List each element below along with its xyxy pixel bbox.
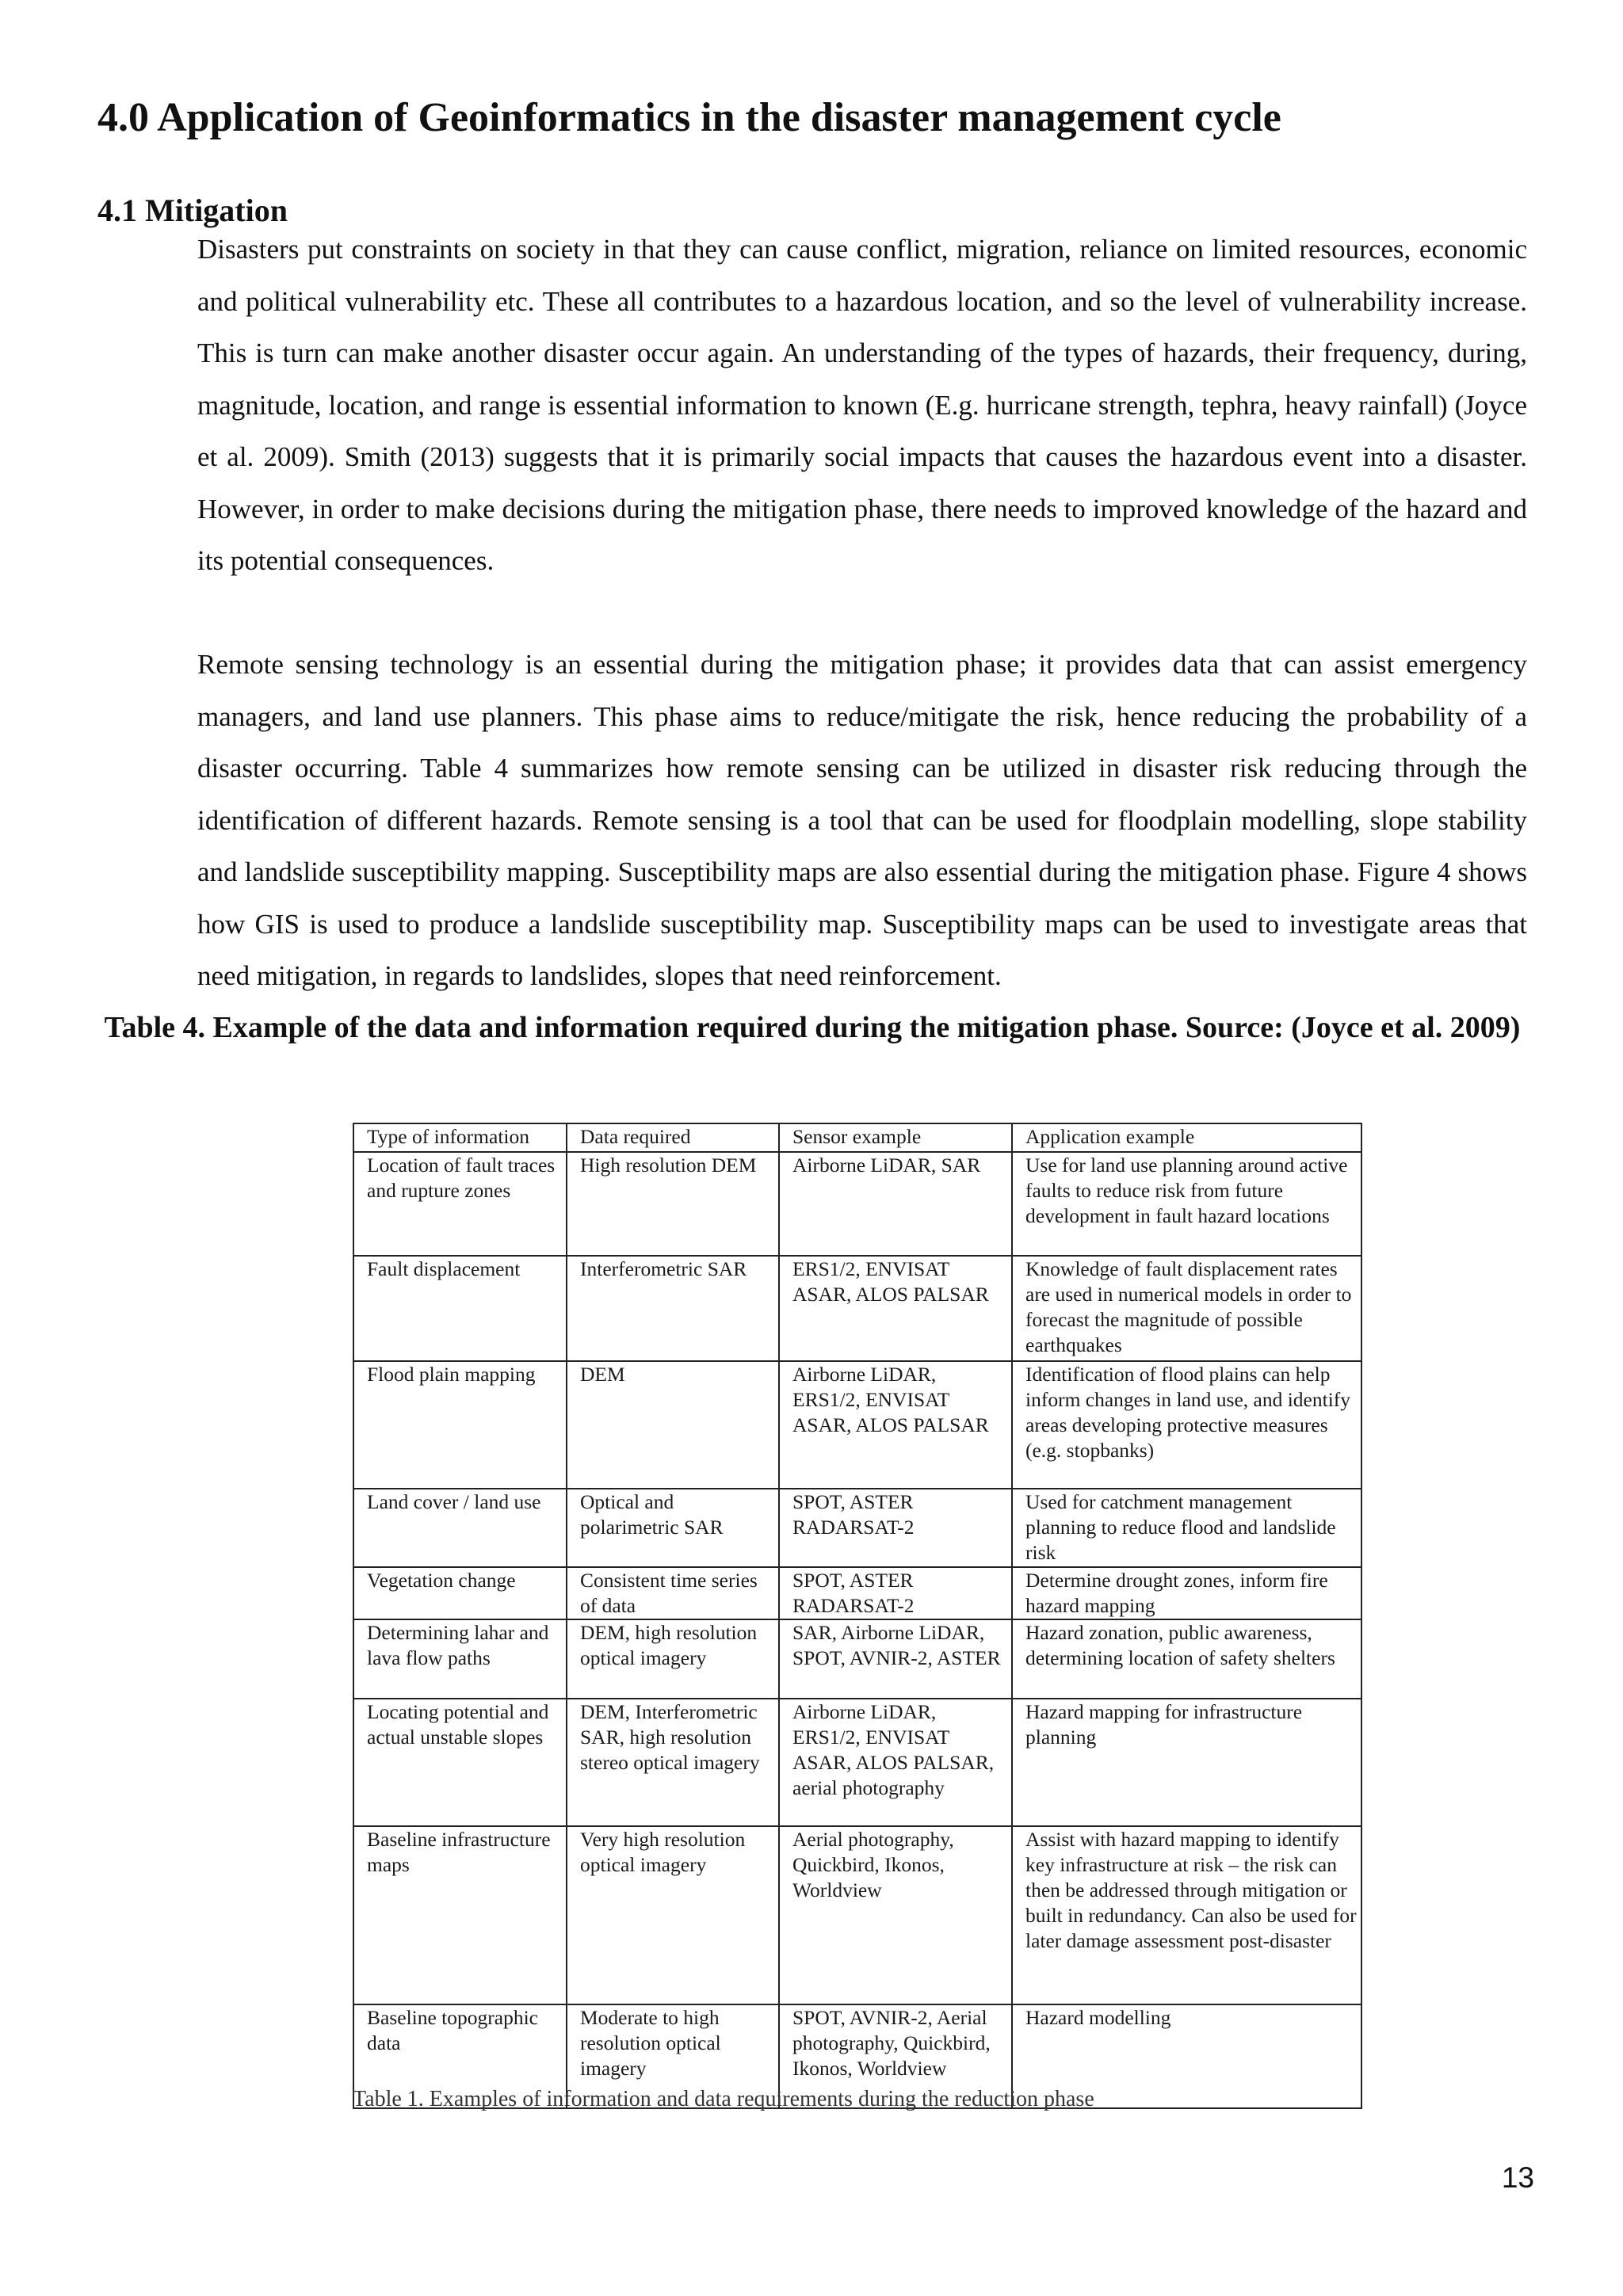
table-cell: Baseline topographic data xyxy=(353,2004,567,2108)
table-row xyxy=(353,1826,1361,2004)
table-cell: Hazard modelling xyxy=(1012,2004,1361,2108)
table-cell: Vegetation change xyxy=(353,1567,567,1619)
table-cell: Determining lahar and lava flow paths xyxy=(353,1619,567,1699)
table-cell: Moderate to high resolution optical imagery xyxy=(567,2004,779,2108)
table-cell: Assist with hazard mapping to identify key infrastructure at risk – the risk can then be addressed through mitigation or built in redundancy. Can also be used for later damage assessment post-disaster xyxy=(1012,1826,1361,2004)
table-cell: Land cover / land use xyxy=(353,1489,567,1567)
table-cell: Optical and polarimetric SAR xyxy=(567,1489,779,1567)
table-row xyxy=(353,1152,1361,1256)
table-row xyxy=(353,1256,1361,1361)
table-cell: Very high resolution optical imagery xyxy=(567,1826,779,2004)
table-row xyxy=(353,1699,1361,1826)
table-cell: Used for catchment management planning to reduce flood and landslide risk xyxy=(1012,1489,1361,1567)
table-cell: Hazard mapping for infrastructure planning xyxy=(1012,1699,1361,1826)
cropped-table-caption-text: Table 1. Examples of information and data requirements during the reduction phase xyxy=(353,2087,1094,2111)
table-cell: DEM xyxy=(567,1361,779,1489)
table-cell: SAR, Airborne LiDAR, SPOT, AVNIR-2, ASTER xyxy=(779,1619,1012,1699)
cropped-table-caption xyxy=(353,2087,1361,2114)
table-cell: SPOT, ASTER RADARSAT-2 xyxy=(779,1489,1012,1567)
mitigation-paragraph-1: Disasters put constraints on society in that they can cause conflict, migration, reliance on limited resources, economic and political vulnerability etc. These all contributes to a hazardous location, and so the level of vulnerability increase. This is turn can make another disaster occur again. An understanding of the types of hazards, their frequency, during, magnitude, location, and range is essential information to known (E.g. hurricane strength, tephra, heavy rainfall) (Joyce et al. 2009). Smith (2013) suggests that it is primarily social impacts that causes the hazardous event into a disaster. However, in order to make decisions during the mitigation phase, there needs to improved knowledge of the hazard and its potential consequences. xyxy=(197,234,1527,576)
table-cell: Determine drought zones, inform fire hazard mapping xyxy=(1012,1567,1361,1619)
subsection-heading: 4.1 Mitigation xyxy=(97,193,288,228)
table-cell: Airborne LiDAR, SAR xyxy=(779,1152,1012,1256)
table-cell: Locating potential and actual unstable slopes xyxy=(353,1699,567,1826)
table-cell: Hazard zonation, public awareness, determining location of safety shelters xyxy=(1012,1619,1361,1699)
table-cell: Baseline infrastructure maps xyxy=(353,1826,567,2004)
table-cell: High resolution DEM xyxy=(567,1152,779,1256)
table-cell: Identification of flood plains can help inform changes in land use, and identify areas developing protective measures (e.g. stopbanks) xyxy=(1012,1361,1361,1489)
mitigation-paragraph-2: Remote sensing technology is an essential during the mitigation phase; it provides data that can assist emergency managers, and land use planners. This phase aims to reduce/mitigate the risk, hence reducing the probability of a disaster occurring. Table 4 summarizes how remote sensing can be utilized in disaster risk reducing through the identification of different hazards. Remote sensing is a tool that can be used for floodplain modelling, slope stability and landslide susceptibility mapping. Susceptibility maps are also essential during the mitigation phase. Figure 4 shows how GIS is used to produce a landslide susceptibility map. Susceptibility maps can be used to investigate areas that need mitigation, in regards to landslides, slopes that need reinforcement. xyxy=(197,649,1527,991)
header-application-example: Application example xyxy=(1012,1123,1361,1152)
table-cell: ERS1/2, ENVISAT ASAR, ALOS PALSAR xyxy=(779,1256,1012,1361)
table-cell: Use for land use planning around active faults to reduce risk from future development in fault hazard locations xyxy=(1012,1152,1361,1256)
table-header-row xyxy=(353,1123,1361,1152)
table-cell: Fault displacement xyxy=(353,1256,567,1361)
table-cell: Flood plain mapping xyxy=(353,1361,567,1489)
header-data-required: Data required xyxy=(567,1123,779,1152)
section-heading: 4.0 Application of Geoinformatics in the disaster management cycle xyxy=(97,95,1281,140)
table-cell: Location of fault traces and rupture zones xyxy=(353,1152,567,1256)
table-row xyxy=(353,1489,1361,1567)
table-cell: SPOT, AVNIR-2, Aerial photography, Quickbird, Ikonos, Worldview xyxy=(779,2004,1012,2108)
table-cell: Consistent time series of data xyxy=(567,1567,779,1619)
table-cell: Aerial photography, Quickbird, Ikonos, Worldview xyxy=(779,1826,1012,2004)
header-sensor-example: Sensor example xyxy=(779,1123,1012,1152)
table-cell: DEM, Interferometric SAR, high resolution stereo optical imagery xyxy=(567,1699,779,1826)
table-row xyxy=(353,1567,1361,1619)
mitigation-data-table xyxy=(353,1123,1362,2109)
table-cell: DEM, high resolution optical imagery xyxy=(567,1619,779,1699)
page-number: 13 xyxy=(1501,2161,1534,2194)
table-cell: Airborne LiDAR, ERS1/2, ENVISAT ASAR, ALOS PALSAR xyxy=(779,1361,1012,1489)
table-cell: SPOT, ASTER RADARSAT-2 xyxy=(779,1567,1012,1619)
table-cell: Interferometric SAR xyxy=(567,1256,779,1361)
table-cell: Knowledge of fault displacement rates are used in numerical models in order to forecast the magnitude of possible earthquakes xyxy=(1012,1256,1361,1361)
table-row xyxy=(353,1361,1361,1489)
table-cell: Airborne LiDAR, ERS1/2, ENVISAT ASAR, ALOS PALSAR, aerial photography xyxy=(779,1699,1012,1826)
table-row xyxy=(353,1619,1361,1699)
header-type-of-information: Type of information xyxy=(353,1123,567,1152)
table-caption: Table 4. Example of the data and information required during the mitigation phase. Source: (Joyce et al. 2009) xyxy=(104,1011,1521,1044)
